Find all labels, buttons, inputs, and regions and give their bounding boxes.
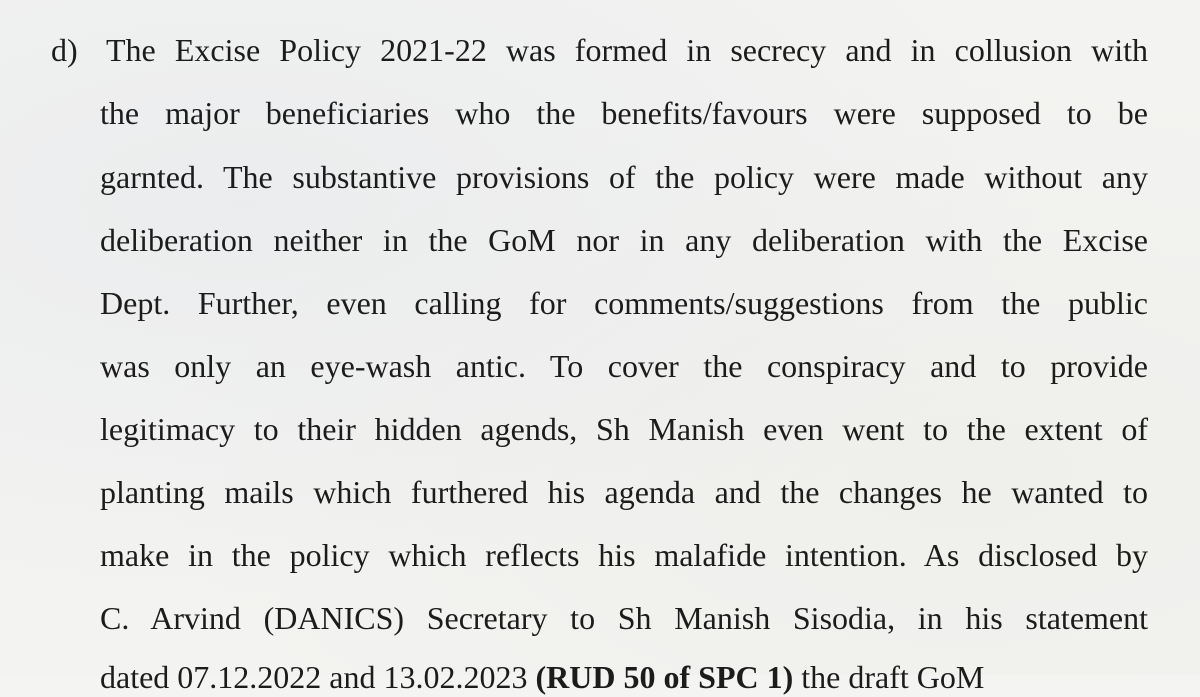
paragraph-line-2: the major beneficiaries who the benefits/favours were supposed to be <box>100 95 1148 131</box>
paragraph-line-3: garnted. The substantive provisions of the policy were made without any <box>100 159 1148 195</box>
item-marker: d) <box>51 32 78 68</box>
paragraph-line-7: legitimacy to their hidden agends, Sh Manish even went to the extent of <box>100 411 1148 447</box>
partial-line-start: dated 07.12.2022 and 13.02.2023 <box>100 659 536 695</box>
paragraph-line-5: Dept. Further, even calling for comments/suggestions from the public <box>100 285 1148 321</box>
paragraph-line-1: The Excise Policy 2021-22 was formed in secrecy and in collusion with <box>106 32 1148 68</box>
paragraph-line-9: make in the policy which reflects his malafide intention. As disclosed by <box>100 537 1148 573</box>
paragraph-line-8: planting mails which furthered his agenda and the changes he wanted to <box>100 474 1148 510</box>
paragraph-line-6: was only an eye-wash antic. To cover the conspiracy and to provide <box>100 348 1148 384</box>
partial-line-end: the draft GoM <box>793 659 985 695</box>
partial-line-reference: (RUD 50 of SPC 1) <box>535 659 794 695</box>
paragraph-line-11-partial <box>100 657 1148 697</box>
paragraph-line-10: C. Arvind (DANICS) Secretary to Sh Manish Sisodia, in his statement <box>100 600 1148 636</box>
paragraph-line-4: deliberation neither in the GoM nor in any deliberation with the Excise <box>100 222 1148 258</box>
